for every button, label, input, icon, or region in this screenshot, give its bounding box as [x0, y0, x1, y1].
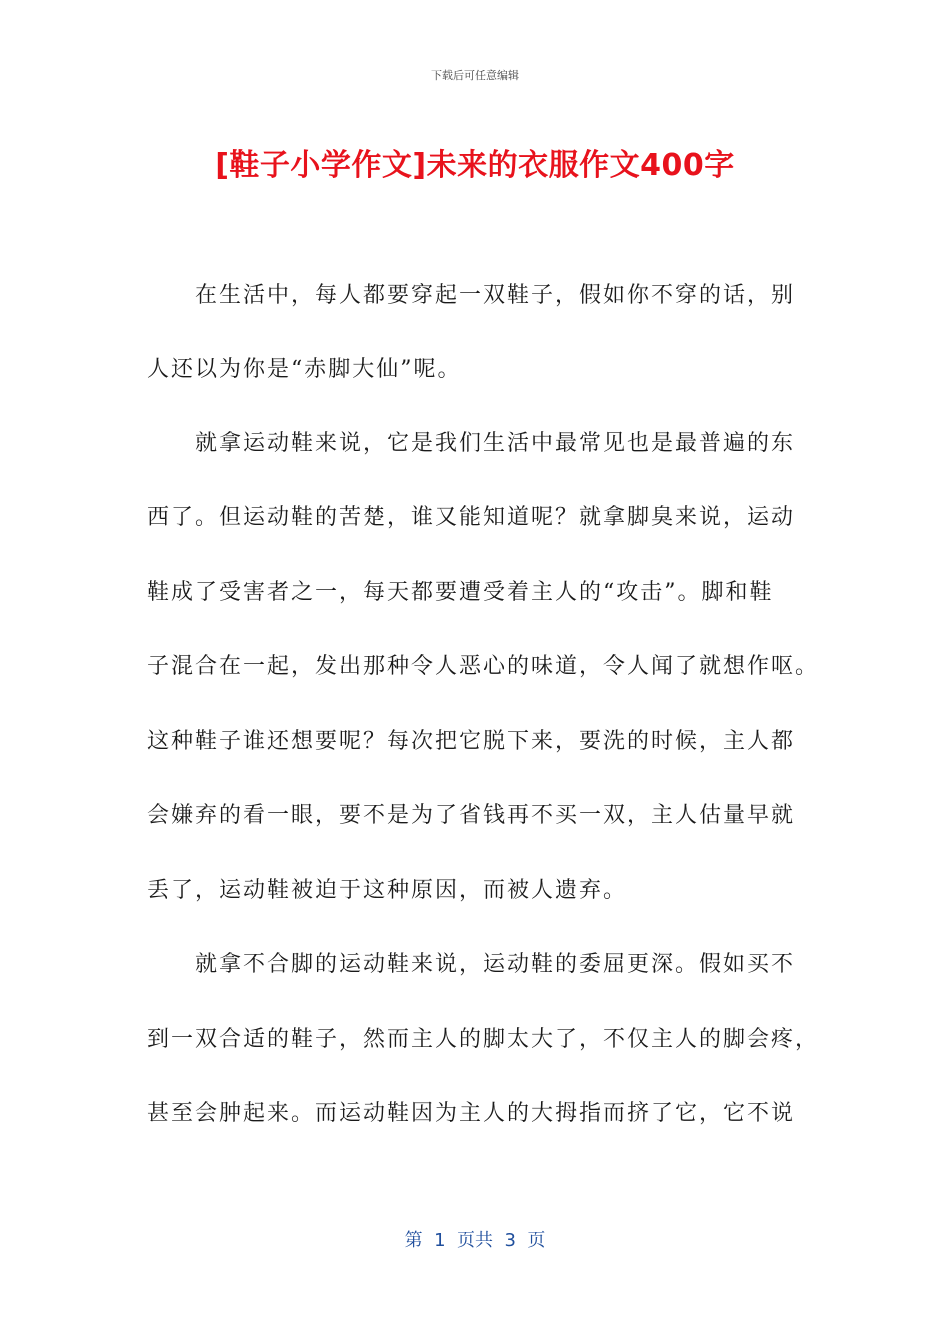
- body-line: 鞋成了受害者之一，每天都要遭受着主人的“攻击”。脚和鞋: [147, 580, 774, 605]
- body-line: 丢了，运动鞋被迫于这种原因，而被人遗弃。: [147, 878, 628, 903]
- page-number-footer: 第 1 页共 3 页: [404, 1230, 546, 1251]
- body-line: 到一双合适的鞋子，然而主人的脚太大了，不仅主人的脚会疼，: [147, 1027, 820, 1052]
- body-line: 甚至会肿起来。而运动鞋因为主人的大拇指而挤了它，它不说: [147, 1101, 796, 1126]
- document-title: [鞋子小学作文]未来的衣服作文400字: [215, 148, 735, 183]
- header-note: 下载后可任意编辑: [431, 69, 519, 82]
- body-line: 在生活中，每人都要穿起一双鞋子，假如你不穿的话，别: [195, 283, 796, 308]
- body-line: 会嫌弃的看一眼，要不是为了省钱再不买一双，主人估量早就: [147, 803, 796, 828]
- body-line: 就拿运动鞋来说，它是我们生活中最常见也是最普遍的东: [195, 431, 796, 456]
- body-line: 人还以为你是“赤脚大仙”呢。: [147, 357, 462, 382]
- body-line: 就拿不合脚的运动鞋来说，运动鞋的委屈更深。假如买不: [195, 952, 796, 977]
- body-line: 子混合在一起，发出那种令人恶心的味道，令人闻了就想作呕。: [147, 654, 820, 679]
- body-line: 这种鞋子谁还想要呢？每次把它脱下来，要洗的时候，主人都: [147, 729, 796, 754]
- body-line: 西了。但运动鞋的苦楚，谁又能知道呢？就拿脚臭来说，运动: [147, 505, 796, 530]
